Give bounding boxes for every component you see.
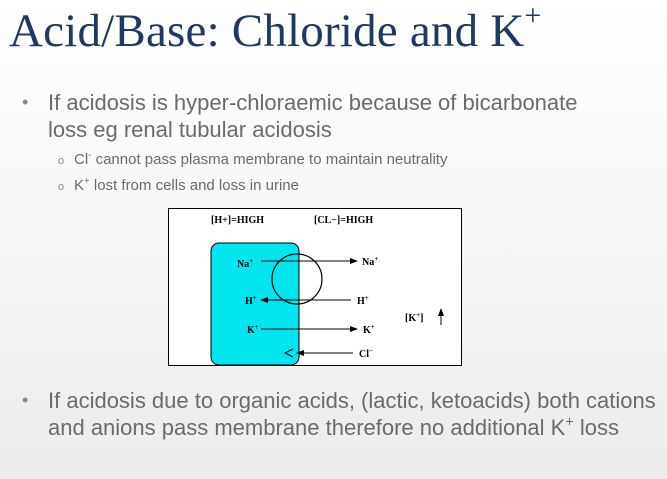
sub-bullet-circle-icon: o <box>58 155 65 167</box>
bullet-dot: • <box>22 92 29 112</box>
na-outside-label: Na+ <box>362 255 379 268</box>
bullet-text: If acidosis due to organic acids, (lactic, ketoacids) both cations and anions pass membrane therefore no additional K+ loss <box>48 388 656 440</box>
sub-bullet-circle-icon: o <box>58 181 65 193</box>
membrane-diagram <box>168 208 462 366</box>
bullet-hyperchloraemic <box>22 89 622 143</box>
slide-title: Acid/Base: Chloride and K+ <box>9 0 542 57</box>
cl-outside-label: Cl− <box>359 347 373 360</box>
header-cl-high: [CL−]=HIGH <box>314 215 374 226</box>
k-outside-label: K+ <box>363 323 375 336</box>
bullet-organic-acids <box>22 387 662 441</box>
bullet-text: If acidosis is hyper-chloraemic because of bicarbonate loss eg renal tubular acidosis <box>48 90 578 142</box>
membrane-diagram-svg <box>169 209 463 367</box>
sub-bullet-potassium: o K+ lost from cells and loss in urine <box>58 176 299 194</box>
h-inside-label: H+ <box>245 294 257 307</box>
bullet-dot: • <box>22 390 29 410</box>
k-concentration-label: [K+] <box>405 311 424 324</box>
sub-bullet-chloride: o Cl- cannot pass plasma membrane to maintain neutrality <box>58 150 448 168</box>
h-outside-label: H+ <box>357 294 369 307</box>
header-h-high: [H+]=HIGH <box>211 215 265 226</box>
k-inside-label: K+ <box>247 323 259 336</box>
na-inside-label: Na+ <box>237 257 254 270</box>
